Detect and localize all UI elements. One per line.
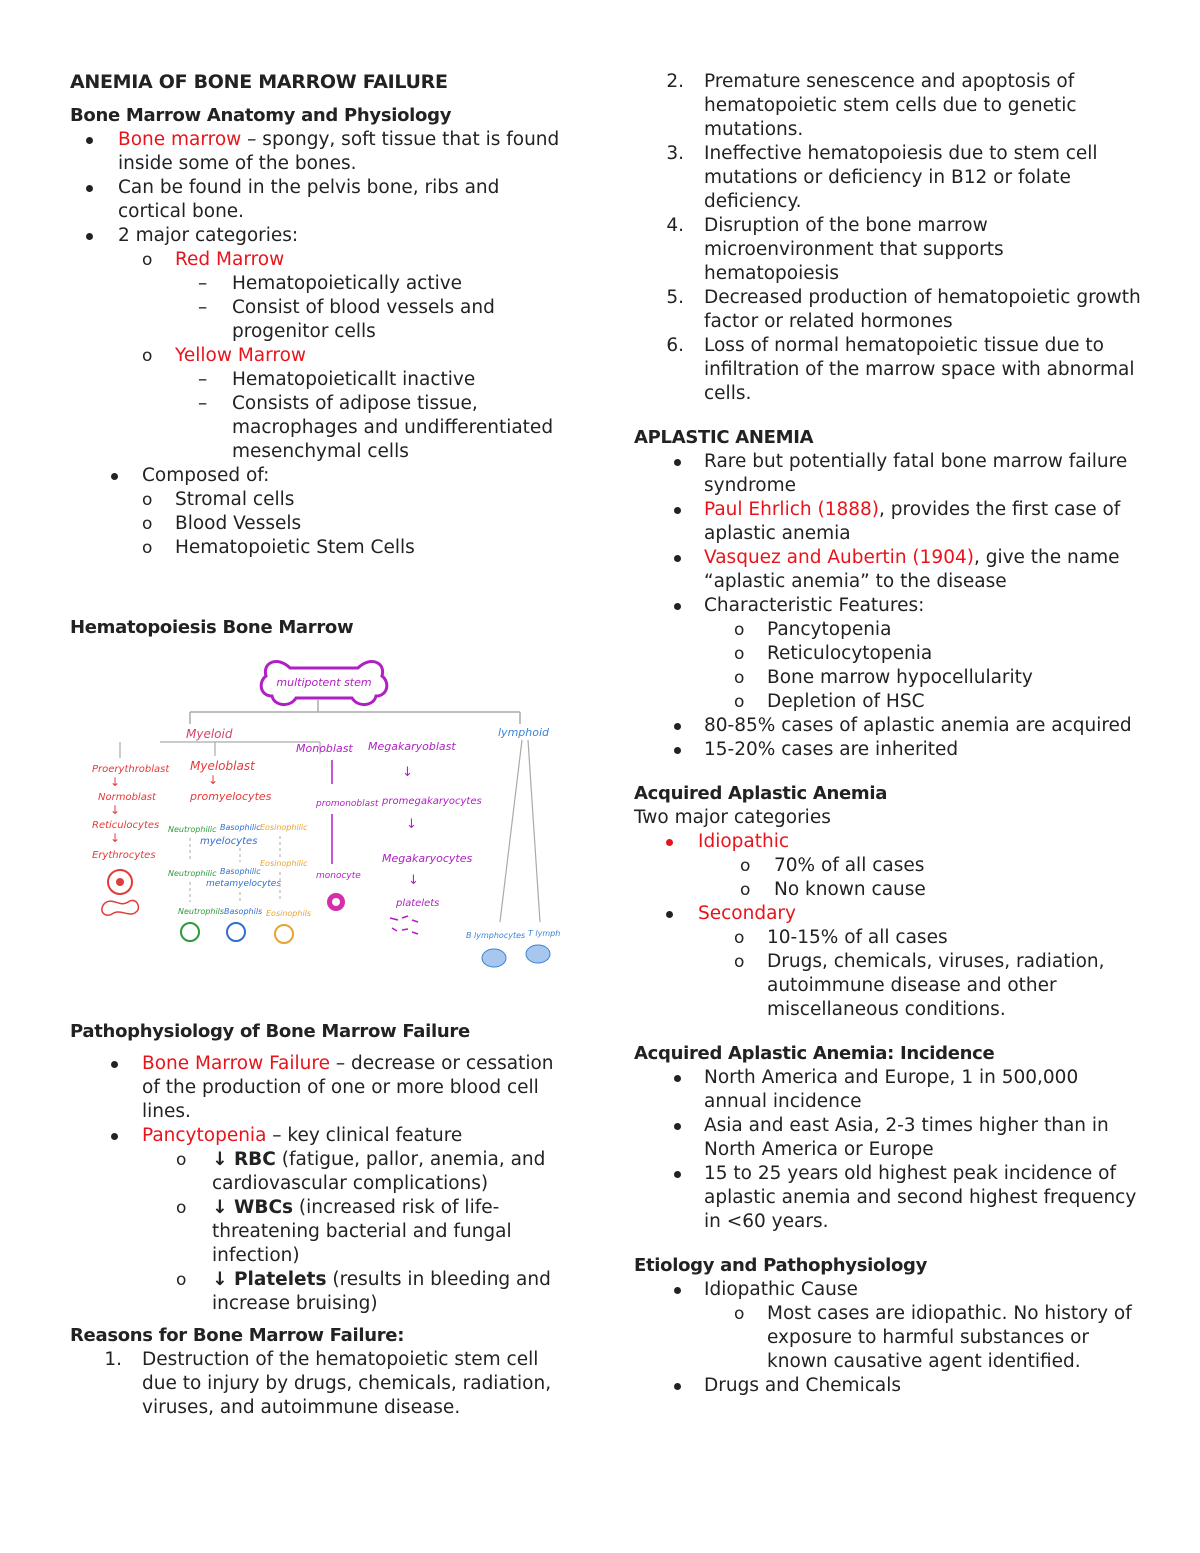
bullet-icon bbox=[674, 1287, 681, 1294]
list-item bbox=[634, 546, 1144, 594]
list-number: 6. bbox=[666, 335, 684, 356]
circle-bullet-icon: o bbox=[740, 856, 751, 876]
bullet-icon bbox=[674, 1075, 681, 1082]
etiology-list bbox=[634, 1278, 1144, 1398]
list-item bbox=[70, 1052, 570, 1124]
term: Paul Ehrlich (1888) bbox=[704, 499, 880, 520]
circle-bullet-icon: o bbox=[142, 250, 153, 270]
list-item bbox=[634, 1114, 1144, 1162]
list-text: 15-20% cases are inherited bbox=[704, 739, 959, 760]
list-item bbox=[634, 334, 1144, 406]
list-text: Asia and east Asia, 2-3 times higher than in North America or Europe bbox=[704, 1115, 1109, 1160]
lymphoid-label: lymphoid bbox=[498, 726, 550, 739]
myeloid-label: Myeloid bbox=[186, 727, 233, 741]
list-item bbox=[634, 690, 1144, 714]
monocyte-icon bbox=[332, 898, 340, 906]
proerythroblast-label: Proerythroblast bbox=[92, 764, 170, 775]
anatomy-heading: Bone Marrow Anatomy and Physiology bbox=[70, 105, 452, 126]
list-item bbox=[634, 450, 1144, 498]
circle-bullet-icon: o bbox=[734, 1304, 745, 1324]
list-text: Destruction of the hematopoietic stem cell due to injury by drugs, chemicals, radiation, viruses, and autoimmune disease. bbox=[142, 1349, 552, 1418]
basophilic-label-2: Basophilic bbox=[220, 867, 261, 876]
aplastic-heading: APLASTIC ANEMIA bbox=[634, 427, 814, 448]
list-item bbox=[634, 830, 1144, 854]
promyelocytes-label: promyelocytes bbox=[190, 790, 272, 803]
term: Bone Marrow Failure bbox=[142, 1053, 330, 1074]
circle-bullet-icon: o bbox=[142, 514, 153, 534]
bullet-icon bbox=[674, 1171, 681, 1178]
list-text: Decreased production of hematopoietic growth factor or related hormones bbox=[704, 287, 1141, 332]
list-text: Characteristic Features: bbox=[704, 595, 925, 616]
bullet-icon bbox=[86, 137, 93, 144]
acquired-list bbox=[634, 830, 1144, 1022]
acquired-subheading: Two major categories bbox=[634, 807, 831, 828]
list-item bbox=[70, 248, 570, 272]
list-text: Blood Vessels bbox=[175, 513, 302, 534]
dash-bullet-icon: – bbox=[198, 369, 208, 390]
list-item bbox=[634, 878, 1144, 902]
circle-bullet-icon: o bbox=[734, 952, 745, 972]
bullet-icon bbox=[674, 555, 681, 562]
dash-bullet-icon: – bbox=[198, 393, 208, 414]
monoblast-label: Monoblast bbox=[296, 742, 353, 755]
list-item bbox=[634, 642, 1144, 666]
circle-bullet-icon: o bbox=[142, 538, 153, 558]
hematopoiesis-heading: Hematopoiesis Bone Marrow bbox=[70, 617, 354, 638]
basophils-label: Basophils bbox=[224, 907, 263, 916]
bullet-icon bbox=[674, 459, 681, 466]
bullet-icon bbox=[674, 723, 681, 730]
reasons-list bbox=[70, 1348, 570, 1420]
patho-list bbox=[70, 1052, 570, 1316]
arrow-icon: ↓ bbox=[208, 773, 219, 787]
list-item bbox=[634, 666, 1144, 690]
list-item bbox=[634, 286, 1144, 334]
list-text: Consist of blood vessels and progenitor cells bbox=[232, 297, 495, 342]
term: ↓ Platelets bbox=[212, 1269, 327, 1290]
bullet-icon bbox=[86, 233, 93, 240]
circle-bullet-icon: o bbox=[740, 880, 751, 900]
megakaryocytes-label: Megakaryocytes bbox=[382, 852, 473, 865]
platelets-label: platelets bbox=[396, 898, 440, 909]
t-lymphocyte-icon bbox=[526, 945, 550, 963]
list-text: Stromal cells bbox=[175, 489, 295, 510]
list-item bbox=[70, 176, 570, 224]
definition: (increased risk of life-threatening bacterial and fungal infection) bbox=[212, 1197, 512, 1266]
right-column bbox=[634, 70, 1144, 1398]
arrow-icon: ↓ bbox=[402, 765, 413, 780]
bullet-icon bbox=[666, 911, 673, 918]
megakaryoblast-label: Megakaryoblast bbox=[368, 740, 456, 753]
list-item bbox=[70, 392, 570, 464]
list-number: 2. bbox=[666, 71, 684, 92]
bullet-icon bbox=[111, 473, 118, 480]
arrow-icon: ↓ bbox=[110, 775, 121, 789]
list-item bbox=[634, 950, 1144, 1022]
left-column bbox=[70, 70, 570, 1420]
arrow-icon: ↓ bbox=[408, 873, 419, 888]
list-text: Ineffective hematopoiesis due to stem cell mutations or deficiency in B12 or folate deficiency. bbox=[704, 143, 1098, 212]
list-text: Depletion of HSC bbox=[767, 691, 925, 712]
circle-bullet-icon: o bbox=[176, 1150, 187, 1170]
eosinophils-label: Eosinophils bbox=[266, 909, 312, 918]
list-text: Can be found in the pelvis bone, ribs and cortical bone. bbox=[118, 177, 500, 222]
myeloblast-label: Myeloblast bbox=[190, 759, 255, 773]
monocyte-label: monocyte bbox=[316, 871, 361, 881]
definition: , provides the first case of aplastic anemia bbox=[704, 499, 1121, 544]
list-item bbox=[70, 512, 570, 536]
list-text: Hematopoieticallt inactive bbox=[232, 369, 476, 390]
term: Idiopathic bbox=[698, 831, 790, 852]
list-text: Consists of adipose tissue, macrophages and undifferentiated mesenchymal cells bbox=[232, 393, 554, 462]
definition: (fatigue, pallor, anemia, and cardiovascular complications) bbox=[212, 1149, 546, 1194]
list-item bbox=[70, 368, 570, 392]
list-item bbox=[634, 1278, 1144, 1302]
list-item bbox=[70, 224, 570, 248]
list-item bbox=[70, 536, 570, 560]
normoblast-label: Normoblast bbox=[98, 792, 156, 803]
list-number: 3. bbox=[666, 143, 684, 164]
erythrocytes-label: Erythrocytes bbox=[92, 850, 156, 861]
term: Vasquez and Aubertin (1904) bbox=[704, 547, 974, 568]
list-text: Disruption of the bone marrow microenvironment that supports hematopoiesis bbox=[704, 215, 1004, 284]
branch-lines bbox=[190, 700, 520, 724]
neutrophil-icon bbox=[181, 923, 199, 941]
term: Pancytopenia bbox=[142, 1125, 267, 1146]
list-item bbox=[634, 142, 1144, 214]
list-item bbox=[634, 1066, 1144, 1114]
bullet-icon bbox=[674, 1123, 681, 1130]
list-item bbox=[634, 1374, 1144, 1398]
eosinophilic-label-2: Eosinophilic bbox=[260, 859, 308, 868]
bullet-icon bbox=[86, 185, 93, 192]
list-text: Premature senescence and apoptosis of hematopoietic stem cells due to genetic mutations. bbox=[704, 71, 1077, 140]
list-item bbox=[634, 618, 1144, 642]
definition: – spongy, soft tissue that is found inside some of the bones. bbox=[118, 129, 560, 174]
circle-bullet-icon: o bbox=[734, 644, 745, 664]
list-item bbox=[70, 1348, 570, 1420]
list-item bbox=[634, 1302, 1144, 1374]
term: Red Marrow bbox=[175, 249, 285, 270]
list-item bbox=[634, 594, 1144, 618]
circle-bullet-icon: o bbox=[734, 928, 745, 948]
rbc-icon bbox=[116, 878, 124, 886]
platelets-icon bbox=[390, 916, 418, 934]
list-text: Loss of normal hematopoietic tissue due to infiltration of the marrow space with abnormal cells. bbox=[704, 335, 1135, 404]
list-text: Drugs, chemicals, viruses, radiation, autoimmune disease and other miscellaneous conditions. bbox=[767, 951, 1105, 1020]
arrow-icon: ↓ bbox=[406, 817, 417, 832]
list-number: 1. bbox=[104, 1349, 122, 1370]
neutrophilic-label-2: Neutrophilic bbox=[168, 869, 217, 878]
circle-bullet-icon: o bbox=[734, 620, 745, 640]
term: Bone marrow bbox=[118, 129, 242, 150]
list-text: Hematopoietic Stem Cells bbox=[175, 537, 415, 558]
patho-heading: Pathophysiology of Bone Marrow Failure bbox=[70, 1021, 470, 1042]
list-text: Drugs and Chemicals bbox=[704, 1375, 901, 1396]
list-text: Hematopoietically active bbox=[232, 273, 463, 294]
circle-bullet-icon: o bbox=[142, 346, 153, 366]
list-item bbox=[70, 1196, 570, 1268]
bullet-icon bbox=[111, 1133, 118, 1140]
eosinophil-icon bbox=[275, 925, 293, 943]
term: ↓ RBC bbox=[212, 1149, 276, 1170]
document-title: ANEMIA OF BONE MARROW FAILURE bbox=[70, 71, 448, 93]
list-item bbox=[70, 272, 570, 296]
list-item bbox=[634, 214, 1144, 286]
stem-label: multipotent stem bbox=[276, 676, 372, 689]
basophil-icon bbox=[227, 923, 245, 941]
list-text: 15 to 25 years old highest peak incidence of aplastic anemia and second highest frequency in <60 years. bbox=[704, 1163, 1137, 1232]
arrow-icon: ↓ bbox=[110, 803, 121, 817]
list-item bbox=[70, 344, 570, 368]
list-text: No known cause bbox=[774, 879, 926, 900]
bullet-icon bbox=[111, 1061, 118, 1068]
definition: (results in bleeding and increase bruising) bbox=[212, 1269, 551, 1314]
hematopoiesis-diagram bbox=[90, 650, 570, 990]
circle-bullet-icon: o bbox=[734, 692, 745, 712]
eosinophilic-label: Eosinophilic bbox=[260, 823, 308, 832]
list-text: Pancytopenia bbox=[767, 619, 892, 640]
neutrophilic-label: Neutrophilic bbox=[168, 825, 217, 834]
list-text: 70% of all cases bbox=[774, 855, 925, 876]
myeloid-branch bbox=[120, 742, 320, 758]
bullet-icon bbox=[674, 603, 681, 610]
list-text: Reticulocytopenia bbox=[767, 643, 933, 664]
list-item bbox=[70, 1268, 570, 1316]
neutrophils-label: Neutrophils bbox=[178, 907, 225, 916]
b-lymphocyte-icon bbox=[482, 949, 506, 967]
dash-bullet-icon: – bbox=[198, 297, 208, 318]
bullet-icon bbox=[674, 747, 681, 754]
lymphoid-lines bbox=[500, 740, 540, 922]
rbc-chain-icon bbox=[102, 900, 139, 915]
list-item bbox=[70, 488, 570, 512]
definition: – key clinical feature bbox=[266, 1125, 463, 1146]
list-text: North America and Europe, 1 in 500,000 annual incidence bbox=[704, 1067, 1079, 1112]
metamyelocytes-label: metamyelocytes bbox=[206, 879, 282, 889]
promegakaryocytes-label: promegakaryocytes bbox=[382, 796, 482, 807]
basophilic-label: Basophilic bbox=[220, 823, 261, 832]
list-item bbox=[634, 926, 1144, 950]
list-text: 80-85% cases of aplastic anemia are acquired bbox=[704, 715, 1132, 736]
list-item bbox=[70, 464, 570, 488]
term: ↓ WBCs bbox=[212, 1197, 294, 1218]
list-item bbox=[634, 902, 1144, 926]
definition: – decrease or cessation of the production of one or more blood cell lines. bbox=[142, 1053, 554, 1122]
incidence-list bbox=[634, 1066, 1144, 1234]
list-number: 4. bbox=[666, 215, 684, 236]
list-item bbox=[70, 1148, 570, 1196]
circle-bullet-icon: o bbox=[176, 1198, 187, 1218]
list-item bbox=[70, 296, 570, 344]
list-item bbox=[634, 738, 1144, 762]
list-text: Most cases are idiopathic. No history of exposure to harmful substances or known causative agent identified. bbox=[767, 1303, 1132, 1372]
reasons-heading: Reasons for Bone Marrow Failure: bbox=[70, 1325, 405, 1346]
list-item bbox=[634, 1162, 1144, 1234]
bullet-icon bbox=[674, 1383, 681, 1390]
circle-bullet-icon: o bbox=[734, 668, 745, 688]
list-item bbox=[634, 854, 1144, 878]
anatomy-list bbox=[70, 128, 570, 560]
b-lymphocytes-label: B lymphocytes bbox=[466, 931, 526, 940]
etiology-heading: Etiology and Pathophysiology bbox=[634, 1255, 928, 1276]
list-number: 5. bbox=[666, 287, 684, 308]
list-item bbox=[634, 70, 1144, 142]
list-text: Idiopathic Cause bbox=[704, 1279, 858, 1300]
list-text: 10-15% of all cases bbox=[767, 927, 948, 948]
list-item bbox=[70, 128, 570, 176]
t-lymph-label: T lymph bbox=[528, 929, 561, 938]
circle-bullet-icon: o bbox=[142, 490, 153, 510]
promonoblast-label: promonoblast bbox=[316, 799, 379, 809]
definition: , give the name “aplastic anemia” to the disease bbox=[704, 547, 1120, 592]
list-item bbox=[634, 498, 1144, 546]
acquired-heading: Acquired Aplastic Anemia bbox=[634, 783, 888, 804]
circle-bullet-icon: o bbox=[176, 1270, 187, 1290]
list-text: Rare but potentially fatal bone marrow failure syndrome bbox=[704, 451, 1128, 496]
bullet-icon bbox=[666, 839, 673, 846]
term: Yellow Marrow bbox=[175, 345, 307, 366]
list-item bbox=[634, 714, 1144, 738]
list-text: Bone marrow hypocellularity bbox=[767, 667, 1033, 688]
list-item bbox=[70, 1124, 570, 1148]
arrow-icon: ↓ bbox=[110, 831, 121, 845]
bullet-icon bbox=[674, 507, 681, 514]
incidence-heading: Acquired Aplastic Anemia: Incidence bbox=[634, 1043, 995, 1064]
reasons-list-continued bbox=[634, 70, 1144, 406]
list-text: Composed of: bbox=[142, 465, 270, 486]
list-text: 2 major categories: bbox=[118, 225, 299, 246]
reticulocytes-label: Reticulocytes bbox=[92, 820, 160, 831]
term: Secondary bbox=[698, 903, 796, 924]
myelocytes-label: myelocytes bbox=[200, 836, 258, 847]
dash-bullet-icon: – bbox=[198, 273, 208, 294]
aplastic-list bbox=[634, 450, 1144, 762]
